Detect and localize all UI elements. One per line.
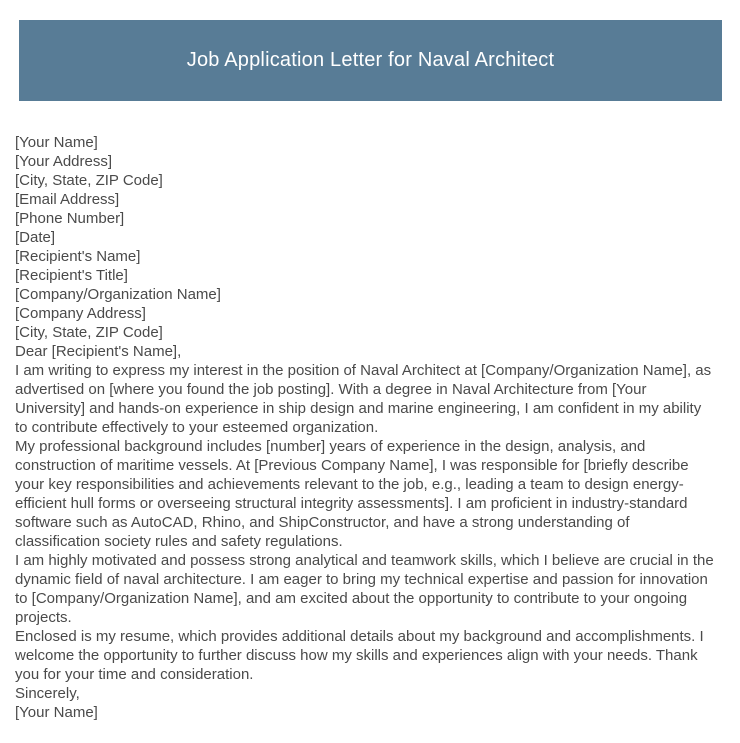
- letter-paragraph: I am highly motivated and possess strong analytical and teamwork skills, which I believe are crucial in the dynamic field of naval architecture. I am eager to bring my technical expertise and passion for innovation to [Company/Organization Name], and am excited about the opportunity to contribute to your ongoing projects.: [15, 552, 714, 626]
- contact-line: [Recipient's Title]: [15, 267, 128, 284]
- contact-block: [15, 133, 716, 342]
- letter-body: [15, 133, 716, 722]
- contact-line: [City, State, ZIP Code]: [15, 324, 163, 341]
- letter-paragraph: My professional background includes [number] years of experience in the design, analysis, and construction of maritime vessels. At [Previous Company Name], I was responsible for [briefly describe your key responsibilities and achievements relevant to the job, e.g., leading a team to design energy-efficient hull forms or overseeing structural integrity assessments]. I am proficient in industry-standard software such as AutoCAD, Rhino, and ShipConstructor, and have a strong understanding of classification society rules and safety regulations.: [15, 438, 689, 550]
- contact-line: [Phone Number]: [15, 210, 125, 227]
- contact-line: [Your Name]: [15, 134, 98, 151]
- contact-line: [Email Address]: [15, 191, 120, 208]
- contact-line: [City, State, ZIP Code]: [15, 172, 163, 189]
- letter-title-banner: [19, 20, 722, 101]
- letter-paragraphs: [15, 361, 716, 684]
- page-title: Job Application Letter for Naval Architect: [186, 49, 555, 71]
- contact-line: [Recipient's Name]: [15, 248, 141, 265]
- letter-paragraph: Enclosed is my resume, which provides additional details about my background and accomplishments. I welcome the opportunity to further discuss how my skills and experiences align with your needs. Thank you for your time and consideration.: [15, 628, 704, 683]
- letter-paragraph: I am writing to express my interest in the position of Naval Architect at [Company/Organization Name], as advertised on [where you found the job posting]. With a degree in Naval Architecture from [Your University] and hands-on experience in ship design and marine engineering, I am confident in my ability to contribute effectively to your esteemed organization.: [15, 362, 712, 436]
- contact-line: [Company/Organization Name]: [15, 286, 221, 303]
- salutation: Dear [Recipient's Name],: [15, 343, 182, 360]
- contact-line: [Company Address]: [15, 305, 146, 322]
- contact-line: [Your Address]: [15, 153, 113, 170]
- closing: Sincerely,: [15, 685, 80, 702]
- contact-line: [Date]: [15, 229, 56, 246]
- signature: [Your Name]: [15, 704, 98, 721]
